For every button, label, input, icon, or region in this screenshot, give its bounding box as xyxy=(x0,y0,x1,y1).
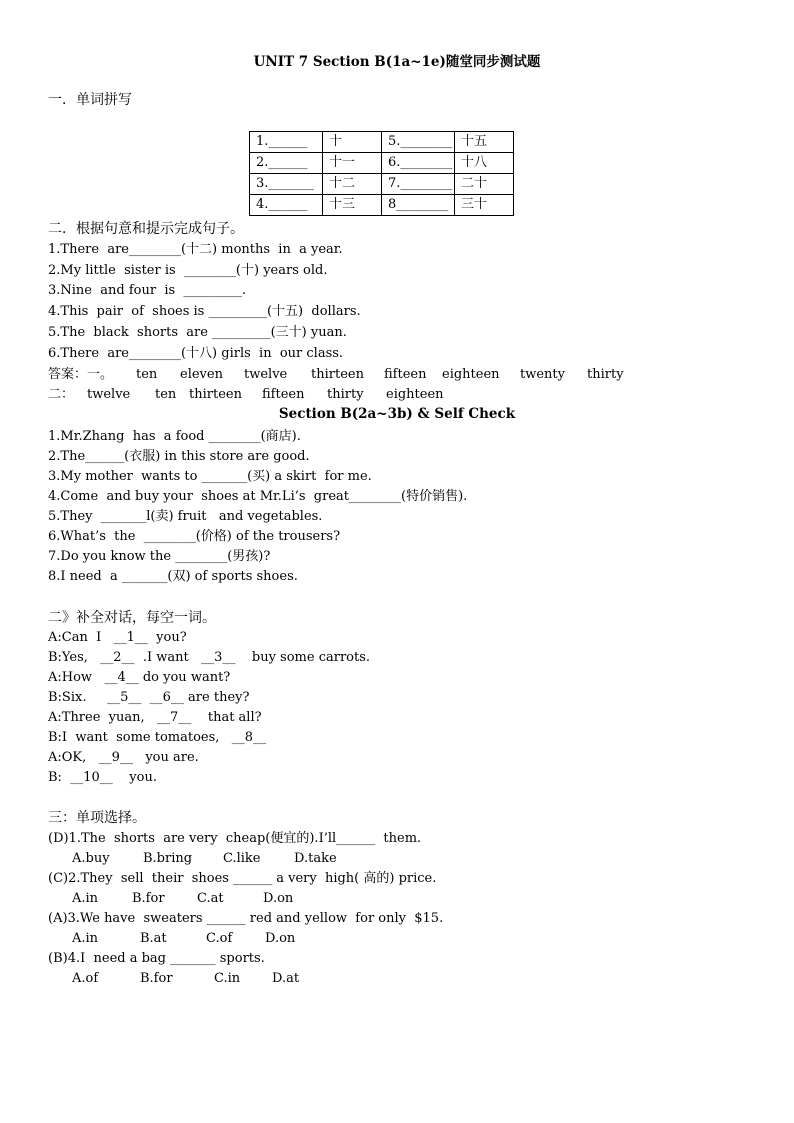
table-cell: 十一 xyxy=(323,153,382,174)
sentence-item: 6.What’s the ________(价格) of the trousers? xyxy=(48,529,341,544)
answer-word: eleven xyxy=(180,367,223,382)
option: D.on xyxy=(265,931,296,946)
question-stem: (C)2.They sell their shoes ______ a very high( 高的) price. xyxy=(48,871,437,886)
table-cell: 2.______ xyxy=(250,153,323,174)
dialogue-line: A:How __4__ do you want? xyxy=(48,670,231,685)
table-cell: 十五 xyxy=(455,132,514,153)
option: C.of xyxy=(206,931,233,946)
answer-word: thirteen xyxy=(189,387,242,402)
question-stem: (B)4.I need a bag _______ sports. xyxy=(48,951,265,966)
sentence-item: 4.This pair of shoes is _________(十五) dollars. xyxy=(48,304,361,319)
answer-word: ten xyxy=(155,387,177,402)
sentence-item: 7.Do you know the ________(男孩)? xyxy=(48,549,271,564)
option: A.buy xyxy=(72,851,110,866)
option: D.on xyxy=(263,891,294,906)
dialogue-line: B:Yes, __2__ .I want __3__ buy some carrots. xyxy=(48,650,371,665)
part1-heading: 一．单词拼写 xyxy=(48,92,132,108)
answer-word: twelve xyxy=(87,387,131,402)
answer-word: fifteen xyxy=(262,387,305,402)
table-row xyxy=(250,195,514,216)
option: B.for xyxy=(140,971,173,986)
table-cell: 十三 xyxy=(323,195,382,216)
sentence-item: 6.There are________(十八) girls in our class. xyxy=(48,346,344,361)
table-cell: 二十 xyxy=(455,174,514,195)
question-stem: (A)3.We have sweaters ______ red and yellow for only $15. xyxy=(48,911,444,926)
table-cell: 3._______ xyxy=(250,174,323,195)
option: D.at xyxy=(272,971,300,986)
option: A.in xyxy=(72,891,99,906)
sentence-item: 2.The______(衣服) in this store are good. xyxy=(48,449,310,464)
dialogue-line: A:Can I __1__ you? xyxy=(48,630,187,645)
dialogue-line: A:Three yuan, __7__ that all? xyxy=(48,710,262,725)
part2-heading: 二．根据句意和提示完成句子。 xyxy=(48,221,244,237)
table-cell: 十二 xyxy=(323,174,382,195)
table-row xyxy=(250,174,514,195)
section-b-heading: Section B(2a~3b) & Self Check xyxy=(278,406,516,422)
sentence-item: 4.Come and buy your shoes at Mr.Li’s great________(特价销售). xyxy=(48,489,468,504)
sentence-item: 8.I need a _______(双) of sports shoes. xyxy=(48,569,298,584)
answer-word: thirty xyxy=(587,367,624,382)
answer-word: ten xyxy=(136,367,158,382)
option: B.at xyxy=(140,931,167,946)
sentence-item: 5.They _______l(卖) fruit and vegetables. xyxy=(48,509,323,524)
answers-prefix: 二： xyxy=(48,387,75,402)
table-row xyxy=(250,153,514,174)
table-cell: 三十 xyxy=(455,195,514,216)
table-row xyxy=(250,132,514,153)
table-cell: 7.________ xyxy=(382,174,455,195)
option: A.in xyxy=(72,931,99,946)
table-cell: 4.______ xyxy=(250,195,323,216)
page-title: UNIT 7 Section B(1a~1e)随堂同步测试题 xyxy=(253,54,541,70)
dialogue-heading: 二》补全对话，每空一词。 xyxy=(48,610,216,626)
answers-prefix: 答案：一。 xyxy=(48,367,114,382)
answer-word: eighteen xyxy=(442,367,500,382)
table-cell: 6.________ xyxy=(382,153,455,174)
answer-word: twelve xyxy=(244,367,288,382)
answer-word: fifteen xyxy=(384,367,427,382)
dialogue-line: B:Six. __5__ __6__ are they? xyxy=(48,690,250,705)
sentence-item: 3.Nine and four is _________. xyxy=(48,283,247,298)
vocab-table xyxy=(249,131,514,216)
part3-heading: 三：单项选择。 xyxy=(48,810,146,826)
answer-word: twenty xyxy=(520,367,565,382)
sentence-item: 1.Mr.Zhang has a food ________(商店). xyxy=(48,429,301,444)
answer-word: thirteen xyxy=(311,367,364,382)
option: C.in xyxy=(214,971,241,986)
sentence-item: 5.The black shorts are _________(三十) yuan. xyxy=(48,325,347,340)
option: A.of xyxy=(72,971,99,986)
question-stem: (D)1.The shorts are very cheap(便宜的).I’ll______ them. xyxy=(48,831,422,846)
option: D.take xyxy=(294,851,337,866)
option: B.bring xyxy=(143,851,193,866)
dialogue-line: B:I want some tomatoes, __8__ xyxy=(48,730,267,745)
dialogue-line: B: __10__ you. xyxy=(48,770,157,785)
dialogue-line: A:OK, __9__ you are. xyxy=(48,750,199,765)
option: C.like xyxy=(223,851,261,866)
table-cell: 1.______ xyxy=(250,132,323,153)
sentence-item: 1.There are________(十二) months in a year. xyxy=(48,242,343,257)
option: C.at xyxy=(197,891,224,906)
table-cell: 8________ xyxy=(382,195,455,216)
answer-word: thirty xyxy=(327,387,364,402)
sentence-item: 3.My mother wants to _______(买) a skirt for me. xyxy=(48,469,372,484)
sentence-item: 2.My little sister is ________(十) years old. xyxy=(48,263,328,278)
answer-word: eighteen xyxy=(386,387,444,402)
table-cell: 5.________ xyxy=(382,132,455,153)
table-cell: 十八 xyxy=(455,153,514,174)
table-cell: 十 xyxy=(323,132,382,153)
option: B.for xyxy=(132,891,165,906)
